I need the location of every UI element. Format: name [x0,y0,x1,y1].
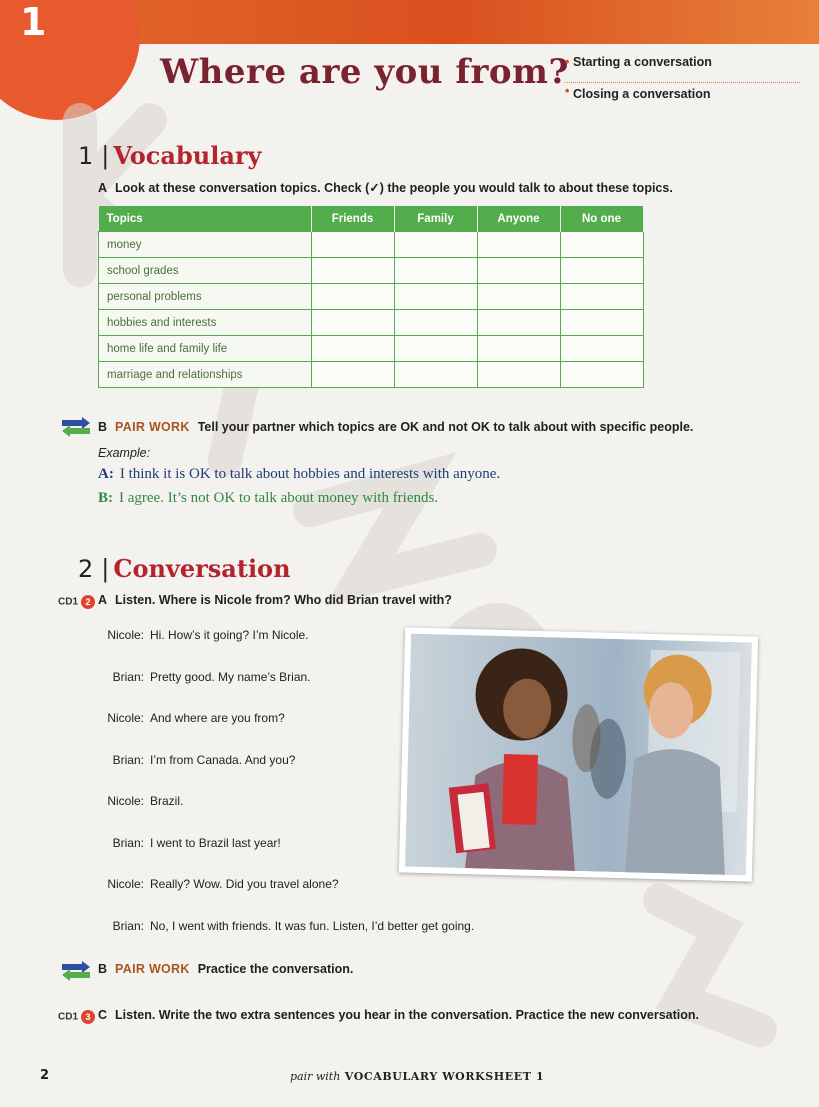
example-label: Example: [98,446,151,460]
dialog-line: Nicole: Brazil. [107,794,184,808]
pair-work-icon [62,417,90,437]
conversation-photo [399,627,758,881]
page-number: 2 [40,1068,50,1083]
vocabulary-instruction-b: B PAIR WORK Tell your partner which topics are OK and not OK to talk about with specific people. [98,420,694,434]
check-cell[interactable] [394,232,477,258]
column-header: Topics [99,206,312,232]
topics-table [98,206,644,388]
table-row [99,258,644,284]
dialog-line: Brian: I’m from Canada. And you? [112,753,296,767]
topic-cell: home life and family life [99,336,312,362]
vocabulary-instruction-a: A Look at these conversation topics. Check (✓) the people you would talk to about these topics. [98,181,673,195]
check-cell[interactable] [394,258,477,284]
track-number: 2 [81,595,95,609]
section-number: 1 [78,142,94,170]
dialog-line: Brian: Pretty good. My name’s Brian. [112,670,311,684]
students-photo-illustration [405,634,752,876]
column-header: Family [394,206,477,232]
check-cell[interactable] [477,362,560,388]
conversation-instruction-a: A Listen. Where is Nicole from? Who did Brian travel with? [98,593,452,607]
dialog-line: Nicole: And where are you from? [107,711,285,725]
section-title: Vocabulary [113,141,262,170]
check-cell[interactable] [560,310,643,336]
topic-cell: school grades [99,258,312,284]
table-header-row [99,206,644,232]
check-cell[interactable] [477,258,560,284]
section-number: 2 [78,555,94,583]
page-title: Where are you from? [160,52,569,92]
pair-work-tag: PAIR WORK [115,962,190,976]
pair-work-tag: PAIR WORK [115,420,190,434]
check-cell[interactable] [394,284,477,310]
unit-goals [565,54,800,114]
check-cell[interactable] [311,258,394,284]
check-cell[interactable] [311,336,394,362]
dialog-line: Nicole: Really? Wow. Did you travel alone? [107,877,339,891]
check-cell[interactable] [477,284,560,310]
check-cell[interactable] [311,310,394,336]
goal-item: • Starting a conversation [565,54,800,83]
column-header: No one [560,206,643,232]
topic-cell: money [99,232,312,258]
check-cell[interactable] [394,310,477,336]
topic-cell: marriage and relationships [99,362,312,388]
table-row [99,232,644,258]
pair-work-icon [62,961,90,981]
conversation-instruction-c: C Listen. Write the two extra sentences you hear in the conversation. Practice the new conversation. [98,1008,699,1022]
example-line-b: B: I agree. It’s not OK to talk about money with friends. [98,490,439,506]
check-cell[interactable] [560,336,643,362]
vocabulary-heading: 1 | Vocabulary [78,141,262,170]
check-cell[interactable] [560,284,643,310]
topic-cell: hobbies and interests [99,310,312,336]
topic-cell: personal problems [99,284,312,310]
check-cell[interactable] [560,258,643,284]
dialog-line: Nicole: Hi. How’s it going? I’m Nicole. [107,628,309,642]
unit-badge [0,0,140,120]
check-cell[interactable] [394,362,477,388]
check-cell[interactable] [311,362,394,388]
table-row [99,284,644,310]
audio-track-badge[interactable]: CD1 2 [58,595,95,609]
check-cell[interactable] [560,232,643,258]
dialog-line: Brian: I went to Brazil last year! [112,836,281,850]
section-title: Conversation [113,554,291,583]
dialog-line: Brian: No, I went with friends. It was fun. Listen, I’d better get going. [112,919,475,933]
goal-item: • Closing a conversation [565,83,800,114]
column-header: Friends [311,206,394,232]
footer-worksheet-ref: pair with VOCABULARY WORKSHEET 1 [290,1070,545,1083]
table-row [99,336,644,362]
example-line-a: A: I think it is OK to talk about hobbies and interests with anyone. [98,466,501,482]
check-cell[interactable] [477,310,560,336]
conversation-heading: 2 | Conversation [78,554,291,583]
audio-track-badge[interactable]: CD1 3 [58,1010,95,1024]
check-cell[interactable] [311,284,394,310]
track-number: 3 [81,1010,95,1024]
conversation-instruction-b: B PAIR WORK Practice the conversation. [98,962,354,976]
check-cell[interactable] [477,232,560,258]
check-cell[interactable] [311,232,394,258]
check-cell[interactable] [560,362,643,388]
table-row [99,310,644,336]
unit-number: 1 [20,0,47,44]
column-header: Anyone [477,206,560,232]
check-cell[interactable] [394,336,477,362]
table-row [99,362,644,388]
check-cell[interactable] [477,336,560,362]
